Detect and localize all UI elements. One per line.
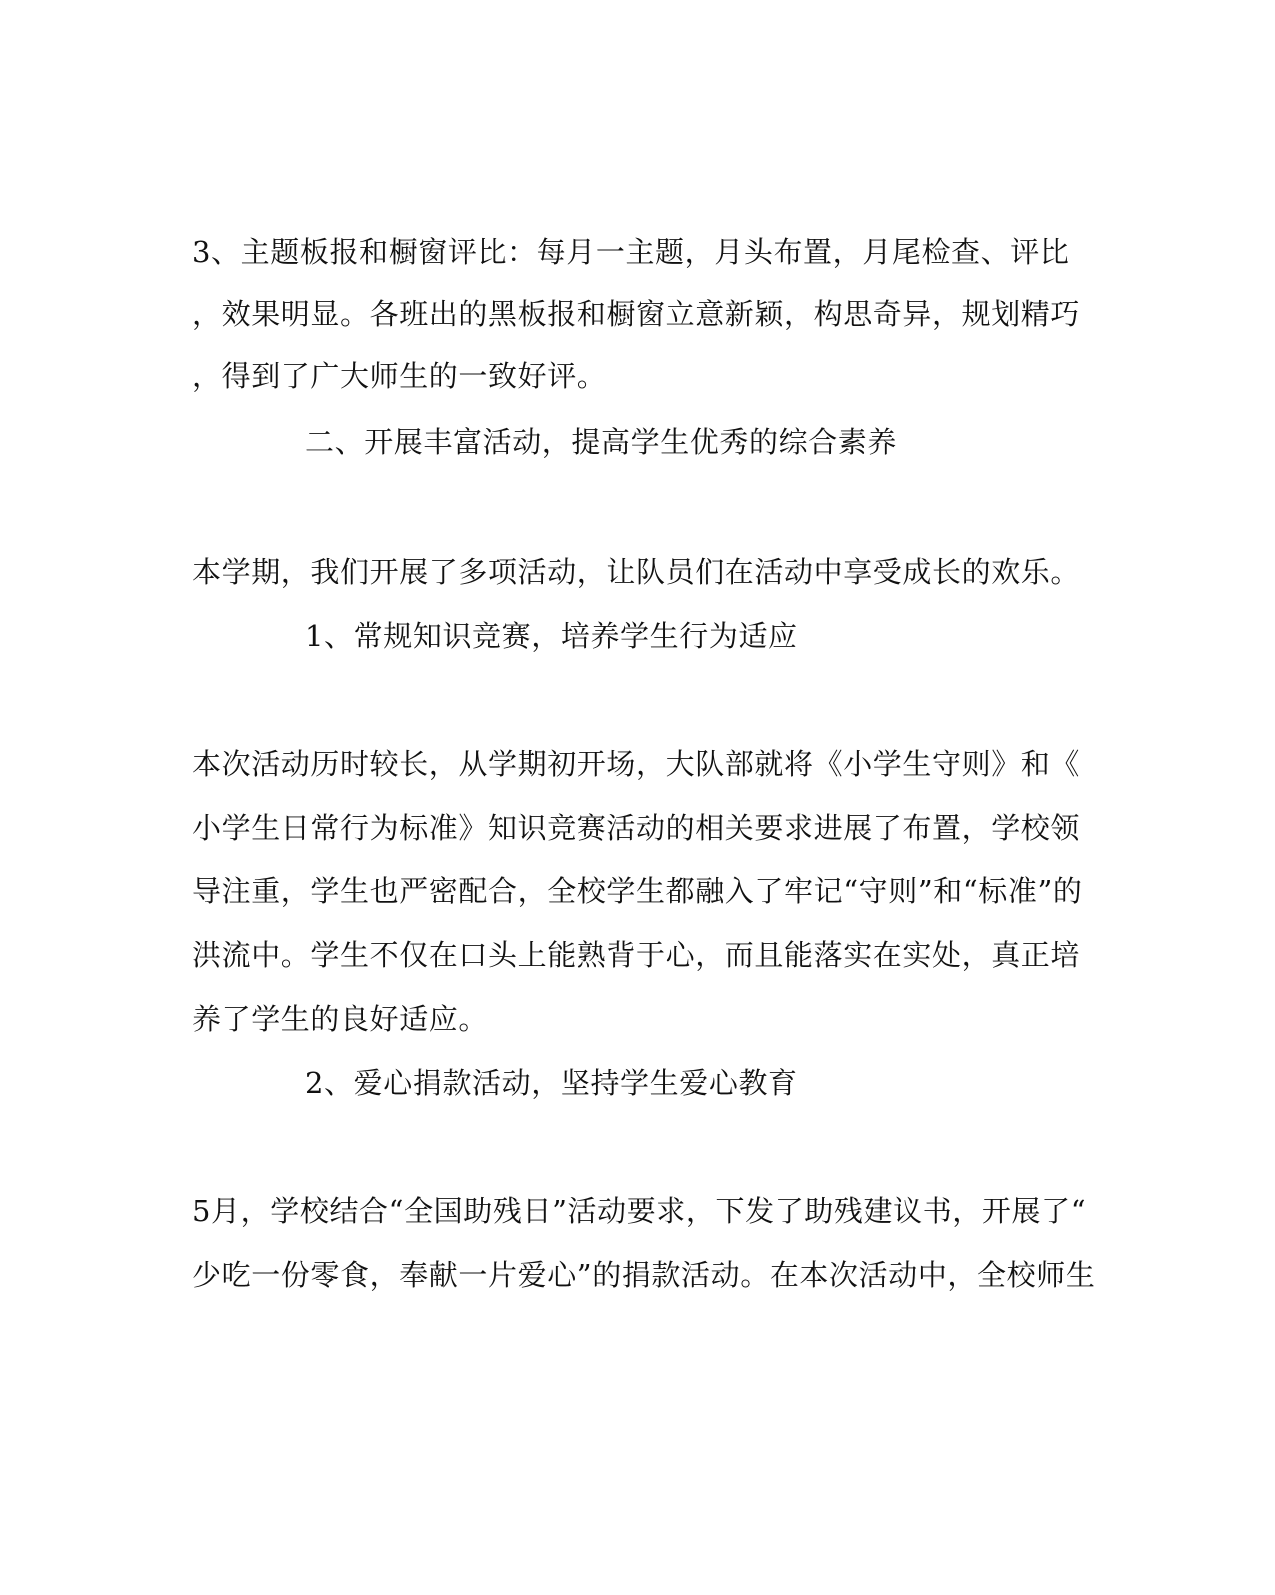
paragraph-line: 小学生日常行为标准》知识竞赛活动的相关要求进展了布置，学校领 bbox=[192, 811, 1081, 845]
paragraph-line: 养了学生的良好适应。 bbox=[192, 1002, 489, 1036]
paragraph-line: ，效果明显。各班出的黑板报和橱窗立意新颖，构思奇异，规划精巧 bbox=[192, 297, 1081, 331]
paragraph-line: 5月，学校结合“全国助残日”活动要求，下发了助残建议书，开展了“ bbox=[192, 1194, 1087, 1228]
paragraph-line: 洪流中。学生不仅在口头上能熟背于心，而且能落实在实处，真正培 bbox=[192, 938, 1081, 972]
paragraph-line: 少吃一份零食，奉献一片爱心”的捐款活动。在本次活动中，全校师生 bbox=[192, 1258, 1096, 1292]
paragraph-line: 导注重，学生也严密配合，全校学生都融入了牢记“守则”和“标准”的 bbox=[192, 874, 1083, 908]
subsection-heading: 1、常规知识竞赛，培养学生行为适应 bbox=[305, 619, 798, 653]
section-heading: 二、开展丰富活动，提高学生优秀的综合素养 bbox=[305, 425, 898, 459]
subsection-heading: 2、爱心捐款活动，坚持学生爱心教育 bbox=[305, 1066, 798, 1100]
paragraph-line: 本次活动历时较长，从学期初开场，大队部就将《小学生守则》和《 bbox=[192, 747, 1081, 781]
paragraph-line: 本学期，我们开展了多项活动，让队员们在活动中享受成长的欢乐。 bbox=[192, 555, 1081, 589]
paragraph-line: ，得到了广大师生的一致好评。 bbox=[192, 359, 607, 393]
paragraph-line: 3、主题板报和橱窗评比：每月一主题，月头布置，月尾检查、评比 bbox=[192, 235, 1070, 269]
